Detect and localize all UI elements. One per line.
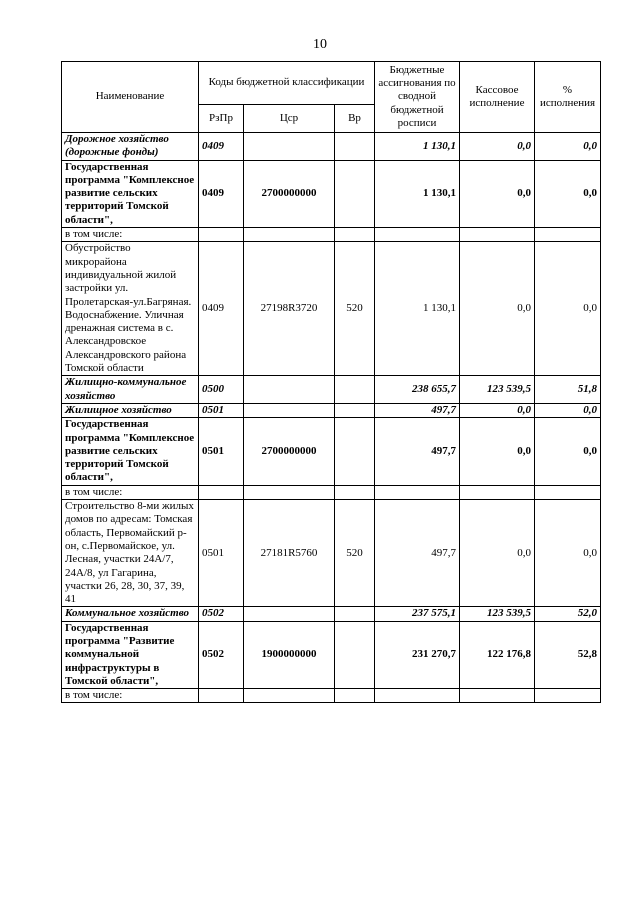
cell-percent: 52,8 (535, 621, 601, 688)
cell-percent: 0,0 (535, 133, 601, 161)
cell-name: в том числе: (62, 228, 199, 242)
cell-csr (244, 485, 335, 499)
cell-csr (244, 133, 335, 161)
header-codes-group: Коды бюджетной классификации (199, 62, 375, 105)
cell-budget: 497,7 (375, 418, 460, 485)
cell-percent: 0,0 (535, 160, 601, 227)
cell-cash (460, 689, 535, 703)
cell-rzpr: 0501 (199, 500, 244, 607)
header-csr: Цср (244, 105, 335, 133)
cell-cash: 0,0 (460, 133, 535, 161)
cell-cash: 0,0 (460, 500, 535, 607)
cell-budget (375, 485, 460, 499)
table-row (62, 403, 601, 417)
cell-csr: 2700000000 (244, 160, 335, 227)
cell-rzpr: 0502 (199, 621, 244, 688)
cell-rzpr: 0409 (199, 133, 244, 161)
cell-cash: 0,0 (460, 242, 535, 376)
cell-csr: 2700000000 (244, 418, 335, 485)
cell-percent: 52,0 (535, 607, 601, 621)
cell-percent: 0,0 (535, 242, 601, 376)
cell-name: в том числе: (62, 689, 199, 703)
cell-percent: 0,0 (535, 403, 601, 417)
cell-name: Жилищное хозяйство (62, 403, 199, 417)
cell-csr (244, 607, 335, 621)
cell-cash: 122 176,8 (460, 621, 535, 688)
cell-csr (244, 689, 335, 703)
cell-vr (335, 621, 375, 688)
cell-budget: 497,7 (375, 500, 460, 607)
cell-rzpr (199, 689, 244, 703)
cell-budget: 238 655,7 (375, 376, 460, 404)
cell-name: Государственная программа "Комплексное развитие сельских территорий Томской области", (62, 418, 199, 485)
cell-percent: 0,0 (535, 418, 601, 485)
header-vr: Вр (335, 105, 375, 133)
cell-rzpr: 0500 (199, 376, 244, 404)
cell-budget: 231 270,7 (375, 621, 460, 688)
cell-budget: 1 130,1 (375, 160, 460, 227)
cell-name: Государственная программа "Развитие коммунальной инфраструктуры в Томской области", (62, 621, 199, 688)
cell-name: Строительство 8-ми жилых домов по адресам: Томская область, Первомайский р-он, с.Первомайское, ул. Лесная, участки 24А/7, 24А/8, ул Гагарина, участки 26, 28, 30, 37, 39, 41 (62, 500, 199, 607)
cell-percent: 51,8 (535, 376, 601, 404)
cell-name: Обустройство микрорайона индивидуальной жилой застройки ул. Пролетарская-ул.Багряная. Водоснабжение. Уличная дренажная система в с. Александровское Александровского района Томской области (62, 242, 199, 376)
header-budget: Бюджетные ассигнования по сводной бюджетной росписи (375, 62, 460, 133)
cell-percent (535, 485, 601, 499)
cell-budget: 1 130,1 (375, 242, 460, 376)
cell-rzpr: 0409 (199, 242, 244, 376)
cell-cash (460, 228, 535, 242)
cell-cash: 123 539,5 (460, 376, 535, 404)
budget-table (61, 61, 601, 703)
cell-vr (335, 376, 375, 404)
cell-percent (535, 228, 601, 242)
cell-csr: 1900000000 (244, 621, 335, 688)
cell-cash: 0,0 (460, 418, 535, 485)
cell-vr (335, 160, 375, 227)
cell-name: Государственная программа "Комплексное развитие сельских территорий Томской области", (62, 160, 199, 227)
cell-rzpr: 0409 (199, 160, 244, 227)
table-row (62, 228, 601, 242)
page-number: 10 (313, 37, 327, 52)
table-row (62, 607, 601, 621)
cell-vr: 520 (335, 500, 375, 607)
cell-rzpr: 0502 (199, 607, 244, 621)
cell-rzpr (199, 485, 244, 499)
cell-vr (335, 133, 375, 161)
cell-vr: 520 (335, 242, 375, 376)
table-row (62, 418, 601, 485)
table-row (62, 242, 601, 376)
header-name: Наименование (62, 62, 199, 133)
cell-csr: 27181R5760 (244, 500, 335, 607)
table-row (62, 621, 601, 688)
cell-name: Жилищно-коммунальное хозяйство (62, 376, 199, 404)
cell-csr (244, 403, 335, 417)
cell-budget (375, 228, 460, 242)
cell-budget: 1 130,1 (375, 133, 460, 161)
header-percent: % исполнения (535, 62, 601, 133)
cell-budget: 237 575,1 (375, 607, 460, 621)
cell-csr (244, 228, 335, 242)
header-rzpr: РзПр (199, 105, 244, 133)
cell-csr: 27198R3720 (244, 242, 335, 376)
cell-budget (375, 689, 460, 703)
header-cash: Кассовое исполнение (460, 62, 535, 133)
cell-rzpr: 0501 (199, 418, 244, 485)
cell-cash: 0,0 (460, 160, 535, 227)
cell-vr (335, 403, 375, 417)
cell-rzpr (199, 228, 244, 242)
cell-budget: 497,7 (375, 403, 460, 417)
cell-percent: 0,0 (535, 500, 601, 607)
cell-csr (244, 376, 335, 404)
table-row (62, 500, 601, 607)
table-row (62, 160, 601, 227)
cell-name: в том числе: (62, 485, 199, 499)
cell-rzpr: 0501 (199, 403, 244, 417)
table-row (62, 689, 601, 703)
cell-cash: 123 539,5 (460, 607, 535, 621)
cell-vr (335, 418, 375, 485)
cell-percent (535, 689, 601, 703)
cell-vr (335, 228, 375, 242)
cell-cash (460, 485, 535, 499)
cell-vr (335, 485, 375, 499)
table-row (62, 376, 601, 404)
table-row (62, 485, 601, 499)
cell-vr (335, 689, 375, 703)
cell-cash: 0,0 (460, 403, 535, 417)
cell-vr (335, 607, 375, 621)
table-row (62, 133, 601, 161)
cell-name: Дорожное хозяйство (дорожные фонды) (62, 133, 199, 161)
cell-name: Коммунальное хозяйство (62, 607, 199, 621)
